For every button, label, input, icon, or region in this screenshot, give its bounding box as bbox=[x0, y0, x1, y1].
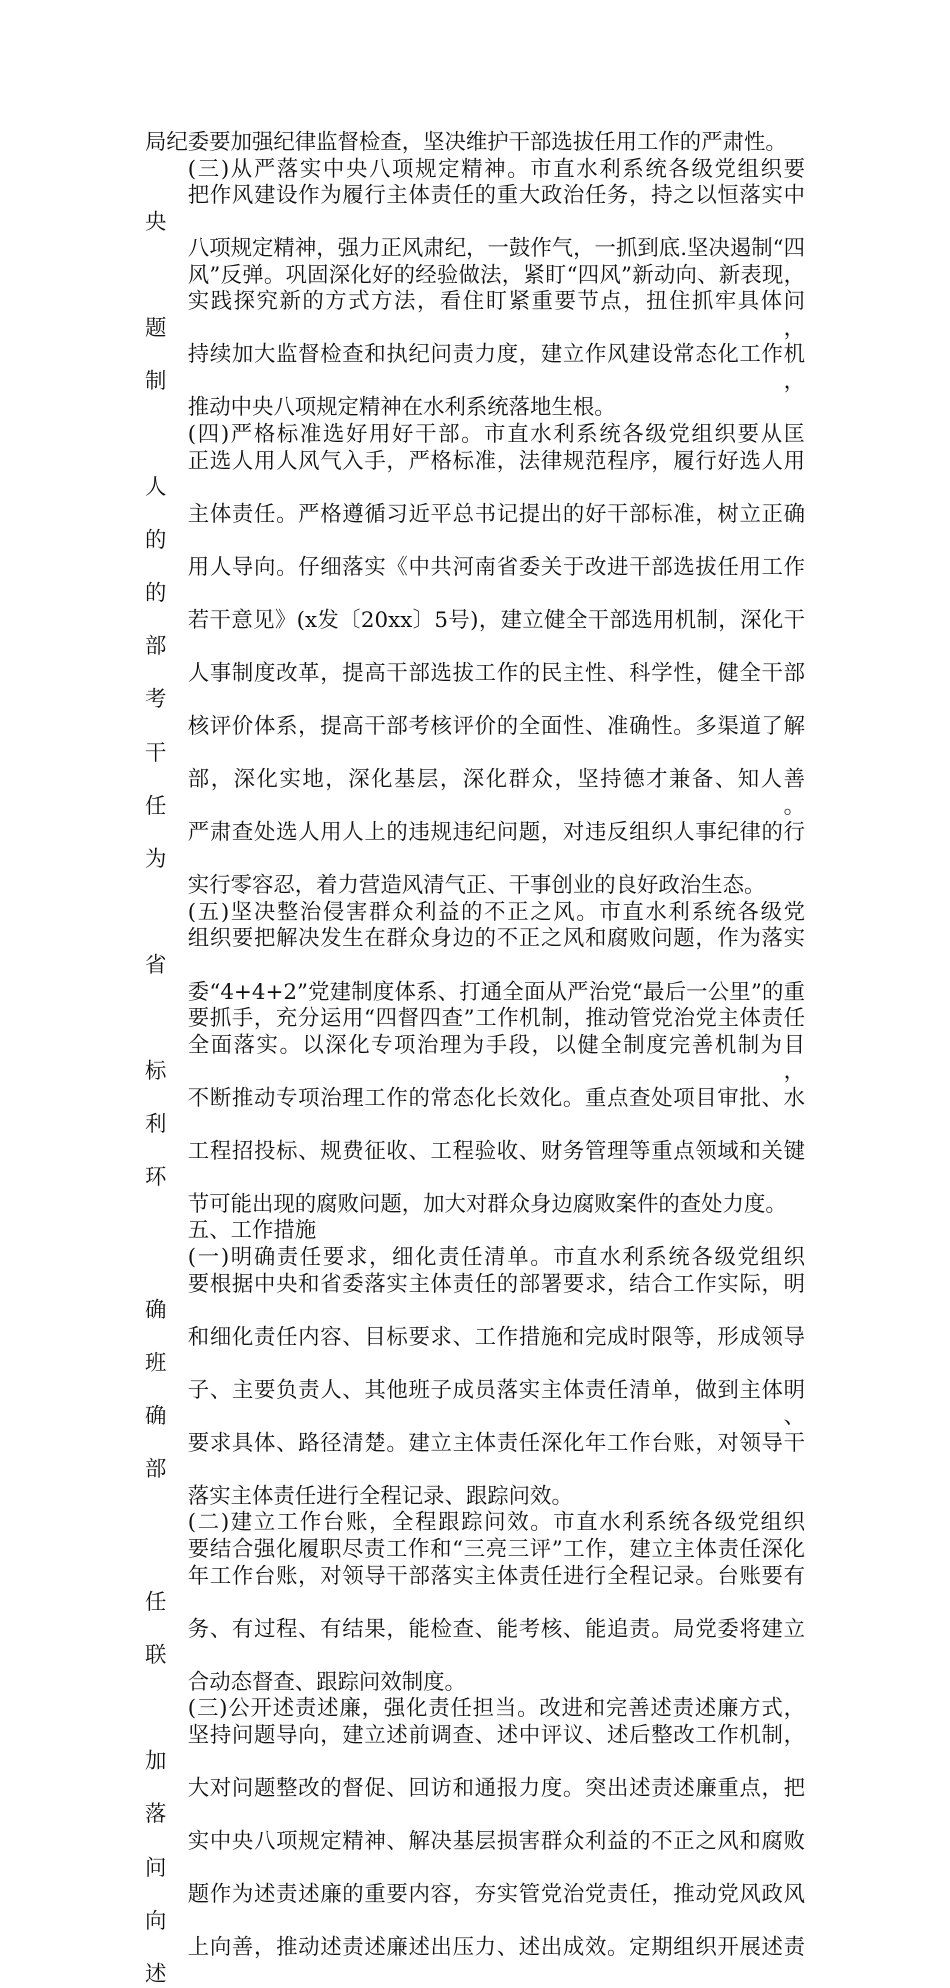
text-line: 落实主体责任进行全程记录、跟踪问效。 bbox=[187, 1483, 573, 1509]
text-line: 正选人用人风气入手，严格标准，法律规范程序，履行好选人用人 bbox=[145, 448, 805, 501]
text-line: 部，深化实地，深化基层，深化群众，坚持德才兼备、知人善任。 bbox=[145, 767, 805, 819]
body-paragraph bbox=[145, 1510, 805, 1696]
text-line: 八项规定精神，强力正风肃纪，一鼓作气，一抓到底.坚决遏制“四 bbox=[187, 236, 805, 262]
body-paragraph bbox=[145, 130, 805, 157]
text-line: 人事制度改革，提高干部选拔工作的民主性、科学性，健全干部考 bbox=[145, 660, 805, 713]
text-line: 把作风建设作为履行主体责任的重大政治任务，持之以恒落实中央 bbox=[145, 183, 805, 235]
text-line: 子、主要负责人、其他班子成员落实主体责任清单，做到主体明确、 bbox=[145, 1377, 805, 1430]
text-line: (四)严格标准选好用好干部。市直水利系统各级党组织要从匡 bbox=[187, 422, 805, 448]
text-line: (二)建立工作台账，全程跟踪问效。市直水利系统各级党组织 bbox=[187, 1510, 805, 1536]
body-paragraph bbox=[145, 1245, 805, 1510]
body-paragraph bbox=[145, 1696, 805, 1988]
text-line: (三)公开述责述廉，强化责任担当。改进和完善述责述廉方式， bbox=[187, 1696, 805, 1722]
text-line: 实践探究新的方式方法，看住盯紧重要节点，扭住抓牢具体问题， bbox=[145, 289, 805, 341]
text-line: 实中央八项规定精神、解决基层损害群众利益的不正之风和腐败问 bbox=[145, 1829, 805, 1881]
text-line: 节可能出现的腐败问题，加大对群众身边腐败案件的查处力度。 bbox=[187, 1191, 787, 1217]
text-line: 大对问题整改的督促、回访和通报力度。突出述责述廉重点，把落 bbox=[145, 1775, 805, 1828]
text-line: 推动中央八项规定精神在水利系统落地生根。 bbox=[187, 395, 616, 421]
text-line: 局纪委要加强纪律监督检查，坚决维护干部选拔任用工作的严肃性。 bbox=[145, 130, 787, 155]
text-line: 合动态督查、跟踪问效制度。 bbox=[187, 1669, 466, 1695]
text-line: 五、工作措施 bbox=[187, 1218, 317, 1244]
body-paragraph bbox=[145, 157, 805, 422]
text-line: 若干意见》(x发〔20xx〕5号)，建立健全干部选用机制，深化干部 bbox=[145, 607, 805, 660]
text-line: 不断推动专项治理工作的常态化长效化。重点查处项目审批、水利 bbox=[145, 1085, 805, 1138]
text-line: 用人导向。仔细落实《中共河南省委关于改进干部选拔任用工作的 bbox=[145, 554, 805, 607]
text-line: 风”反弹。巩固深化好的经验做法，紧盯“四风”新动向、新表现， bbox=[187, 262, 805, 288]
text-line: 工程招投标、规费征收、工程验收、财务管理等重点领域和关键环 bbox=[145, 1138, 805, 1191]
body-paragraph bbox=[145, 900, 805, 1219]
text-line: 持续加大监督检查和执纪问责力度，建立作风建设常态化工作机制， bbox=[145, 342, 805, 394]
text-line: 委“4+4+2”党建制度体系、打通全面从严治党“最后一公里”的重 bbox=[187, 979, 805, 1005]
section-heading bbox=[145, 1218, 805, 1245]
text-line: (五)坚决整治侵害群众利益的不正之风。市直水利系统各级党 bbox=[187, 899, 805, 925]
text-line: 实行零容忍，着力营造风清气正、干事创业的良好政治生态。 bbox=[187, 873, 766, 899]
text-line: 上向善，推动述责述廉述出压力、述出成效。定期组织开展述责述 bbox=[145, 1935, 805, 1987]
text-line: 组织要把解决发生在群众身边的不正之风和腐败问题，作为落实省 bbox=[145, 926, 805, 978]
text-line: (三)从严落实中央八项规定精神。市直水利系统各级党组织要 bbox=[187, 156, 805, 182]
text-line: 全面落实。以深化专项治理为手段，以健全制度完善机制为目标， bbox=[145, 1032, 805, 1085]
text-line: 年工作台账，对领导干部落实主体责任进行全程记录。台账要有任 bbox=[145, 1563, 805, 1616]
text-line: 坚持问题导向，建立述前调查、述中评议、述后整改工作机制，加 bbox=[145, 1722, 805, 1775]
document-page bbox=[145, 130, 805, 1988]
text-line: 题作为述责述廉的重要内容，夯实管党治党责任，推动党风政风向 bbox=[145, 1882, 805, 1934]
text-line: 严肃查处选人用人上的违规违纪问题，对违反组织人事纪律的行为 bbox=[145, 820, 805, 872]
text-line: 核评价体系，提高干部考核评价的全面性、准确性。多渠道了解干 bbox=[145, 714, 805, 766]
text-line: 主体责任。严格遵循习近平总书记提出的好干部标准，树立正确的 bbox=[145, 501, 805, 554]
text-line: 要求具体、路径清楚。建立主体责任深化年工作台账，对领导干部 bbox=[145, 1430, 805, 1483]
text-line: 要根据中央和省委落实主体责任的部署要求，结合工作实际，明确 bbox=[145, 1271, 805, 1324]
text-line: (一)明确责任要求，细化责任清单。市直水利系统各级党组织 bbox=[187, 1244, 805, 1270]
text-line: 和细化责任内容、目标要求、工作措施和完成时限等，形成领导班 bbox=[145, 1324, 805, 1377]
text-line: 要结合强化履职尽责工作和“三亮三评”工作，建立主体责任深化 bbox=[187, 1536, 805, 1562]
body-paragraph bbox=[145, 422, 805, 900]
text-line: 要抓手，充分运用“四督四查”工作机制，推动管党治党主体责任 bbox=[187, 1006, 805, 1032]
text-line: 务、有过程、有结果，能检查、能考核、能追责。局党委将建立联 bbox=[145, 1616, 805, 1669]
